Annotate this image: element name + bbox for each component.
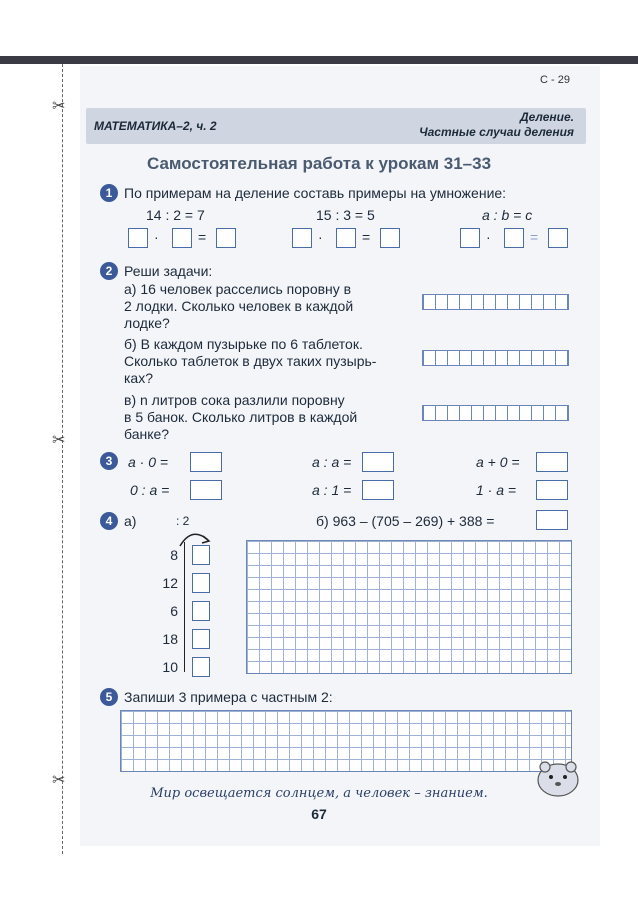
task-number-3: 3 <box>100 452 118 470</box>
task3-expr-2: a : a = <box>312 454 352 470</box>
answer-box[interactable] <box>192 573 210 593</box>
scan-top-bar <box>0 56 638 64</box>
task2-prompt: Реши задачи: <box>124 263 213 279</box>
dot-sign: · <box>318 229 323 245</box>
problem-c-line: в) n литров сока разлили поровну <box>124 392 345 408</box>
answer-box[interactable] <box>548 228 568 248</box>
scissors-icon: ✂ <box>52 772 66 789</box>
answer-box[interactable] <box>536 480 568 500</box>
cut-line <box>62 64 63 854</box>
column-number: 10 <box>162 659 178 675</box>
task-number-4: 4 <box>100 512 118 530</box>
answer-cells-b[interactable] <box>422 350 569 366</box>
header-band <box>86 108 586 144</box>
answer-box[interactable] <box>362 480 394 500</box>
answer-box[interactable] <box>292 228 312 248</box>
task1-example-2: 15 : 3 = 5 <box>316 207 375 223</box>
task4-part-a-label: а) <box>124 513 137 529</box>
task5-prompt: Запиши 3 примера с частным 2: <box>124 689 333 705</box>
problem-a-line: а) 16 человек расселись поровну в <box>124 281 352 297</box>
column-number: 12 <box>162 575 178 591</box>
column-number: 18 <box>162 631 178 647</box>
header-topic-line2: Частные случаи деления <box>419 125 574 139</box>
answer-box[interactable] <box>172 228 192 248</box>
task1-prompt: По примерам на деление составь примеры на умножение: <box>124 185 507 201</box>
answer-box[interactable] <box>192 545 210 565</box>
column-number: 6 <box>170 603 178 619</box>
answer-cells-c[interactable] <box>422 405 569 421</box>
header-topic-line1: Деление. <box>519 110 574 124</box>
answer-box[interactable] <box>192 657 210 677</box>
problem-b-line: б) В каждом пузырьке по 6 таблеток. <box>124 336 363 352</box>
answer-box[interactable] <box>192 629 210 649</box>
task-number-2: 2 <box>100 262 118 280</box>
problem-a-line: лодке? <box>124 315 170 331</box>
answer-cells-a[interactable] <box>422 294 569 310</box>
task-number-5: 5 <box>100 688 118 706</box>
equals-sign: = <box>198 229 207 245</box>
header-subject: МАТЕМАТИКА–2, ч. 2 <box>94 119 217 133</box>
column-number: 8 <box>170 547 178 563</box>
answer-box[interactable] <box>336 228 356 248</box>
answer-box[interactable] <box>192 601 210 621</box>
equals-sign: = <box>530 229 539 245</box>
answer-box[interactable] <box>380 228 400 248</box>
answer-box[interactable] <box>190 452 222 472</box>
task3-expr-1: a · 0 = <box>128 454 169 470</box>
task1-example-3: a : b = c <box>482 207 533 223</box>
problem-b-line: Сколько таблеток в двух таких пузырь- <box>124 353 377 369</box>
page-title: Самостоятельная работа к урокам 31–33 <box>146 154 492 173</box>
scissors-icon: ✂ <box>52 432 66 449</box>
problem-c-line: в 5 банок. Сколько литров в каждой <box>124 409 358 425</box>
task1-example-1: 14 : 2 = 7 <box>146 207 205 223</box>
problem-c-line: банке? <box>124 426 170 442</box>
work-grid[interactable] <box>120 710 572 772</box>
answer-box[interactable] <box>536 510 568 530</box>
column-divider <box>184 542 185 672</box>
problem-b-line: ках? <box>124 370 154 386</box>
task3-expr-5: a : 1 = <box>312 482 352 498</box>
answer-box[interactable] <box>536 452 568 472</box>
task3-expr-4: 0 : a = <box>130 482 170 498</box>
task4-part-b-expression: б) 963 – (705 – 269) + 388 = <box>316 513 495 529</box>
answer-box[interactable] <box>460 228 480 248</box>
answer-box[interactable] <box>362 452 394 472</box>
answer-box[interactable] <box>190 480 222 500</box>
equals-sign: = <box>362 229 371 245</box>
problem-a-line: 2 лодки. Сколько человек в каждой <box>124 298 354 314</box>
dot-sign: · <box>486 229 491 245</box>
task-number-1: 1 <box>100 184 118 202</box>
answer-box[interactable] <box>216 228 236 248</box>
header-topic <box>419 110 574 140</box>
work-grid[interactable] <box>246 540 572 674</box>
page-code: С - 29 <box>540 74 570 86</box>
task3-expr-6: 1 · a = <box>476 482 517 498</box>
task3-expr-3: a + 0 = <box>476 454 520 470</box>
scissors-icon: ✂ <box>52 98 66 115</box>
dot-sign: · <box>154 229 159 245</box>
page-number: 67 <box>311 806 327 822</box>
divisor-label: : 2 <box>176 514 190 528</box>
answer-box[interactable] <box>504 228 524 248</box>
motto: Мир освещается солнцем, а человек – знанием. <box>150 786 488 801</box>
answer-box[interactable] <box>128 228 148 248</box>
